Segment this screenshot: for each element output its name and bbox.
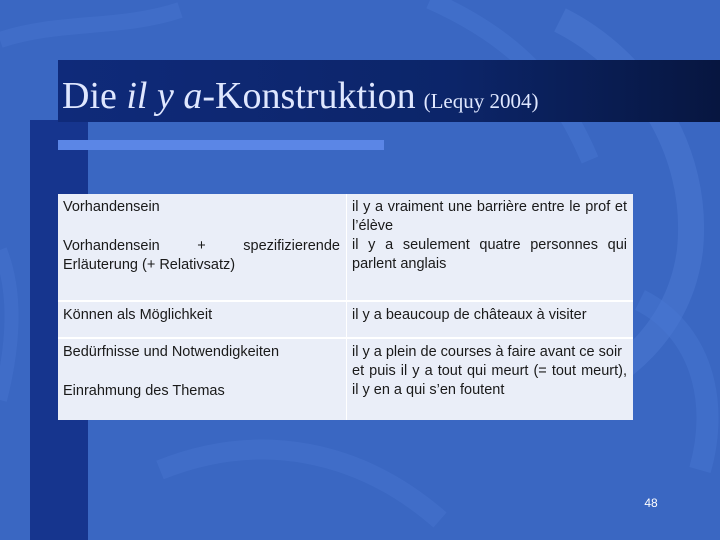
table-cell-right xyxy=(347,194,634,301)
cell-text: Vorhandensein + spezifizierende Erläuterung (+ Relativsatz) xyxy=(63,238,340,273)
table-row xyxy=(58,338,633,420)
table-row xyxy=(58,301,633,338)
cell-text: il y a beaucoup de châteaux à visiter xyxy=(352,307,587,323)
table-row xyxy=(58,194,633,301)
cell-text: il y a seulement quatre personnes qui parlent anglais xyxy=(352,237,627,272)
table-cell-right xyxy=(347,301,634,338)
title-citation: (Lequy 2004) xyxy=(423,89,539,113)
table-cell-right xyxy=(347,338,634,420)
content-table xyxy=(58,194,633,420)
table-cell-left xyxy=(58,194,347,301)
title-italic: il y a xyxy=(126,75,203,117)
cell-text: Einrahmung des Themas xyxy=(63,383,225,399)
title-suffix: -Konstruktion xyxy=(202,75,416,117)
accent-line xyxy=(58,140,384,150)
cell-text: Vorhandensein xyxy=(63,199,160,215)
cell-text: Können als Möglichkeit xyxy=(63,307,213,323)
cell-text: il y a plein de courses à faire avant ce soir xyxy=(352,344,622,360)
page-number: 48 xyxy=(644,496,658,510)
table-cell-left xyxy=(58,301,347,338)
cell-text: et puis il y a tout qui meurt (= tout meurt), il y en a qui s’en foutent xyxy=(352,363,627,398)
title-prefix: Die xyxy=(62,75,127,117)
cell-text: il y a vraiment une barrière entre le prof et l’élève xyxy=(352,199,627,234)
slide-title xyxy=(62,74,538,118)
cell-text: Bedürfnisse und Notwendigkeiten xyxy=(63,344,280,360)
table-cell-left xyxy=(58,338,347,420)
